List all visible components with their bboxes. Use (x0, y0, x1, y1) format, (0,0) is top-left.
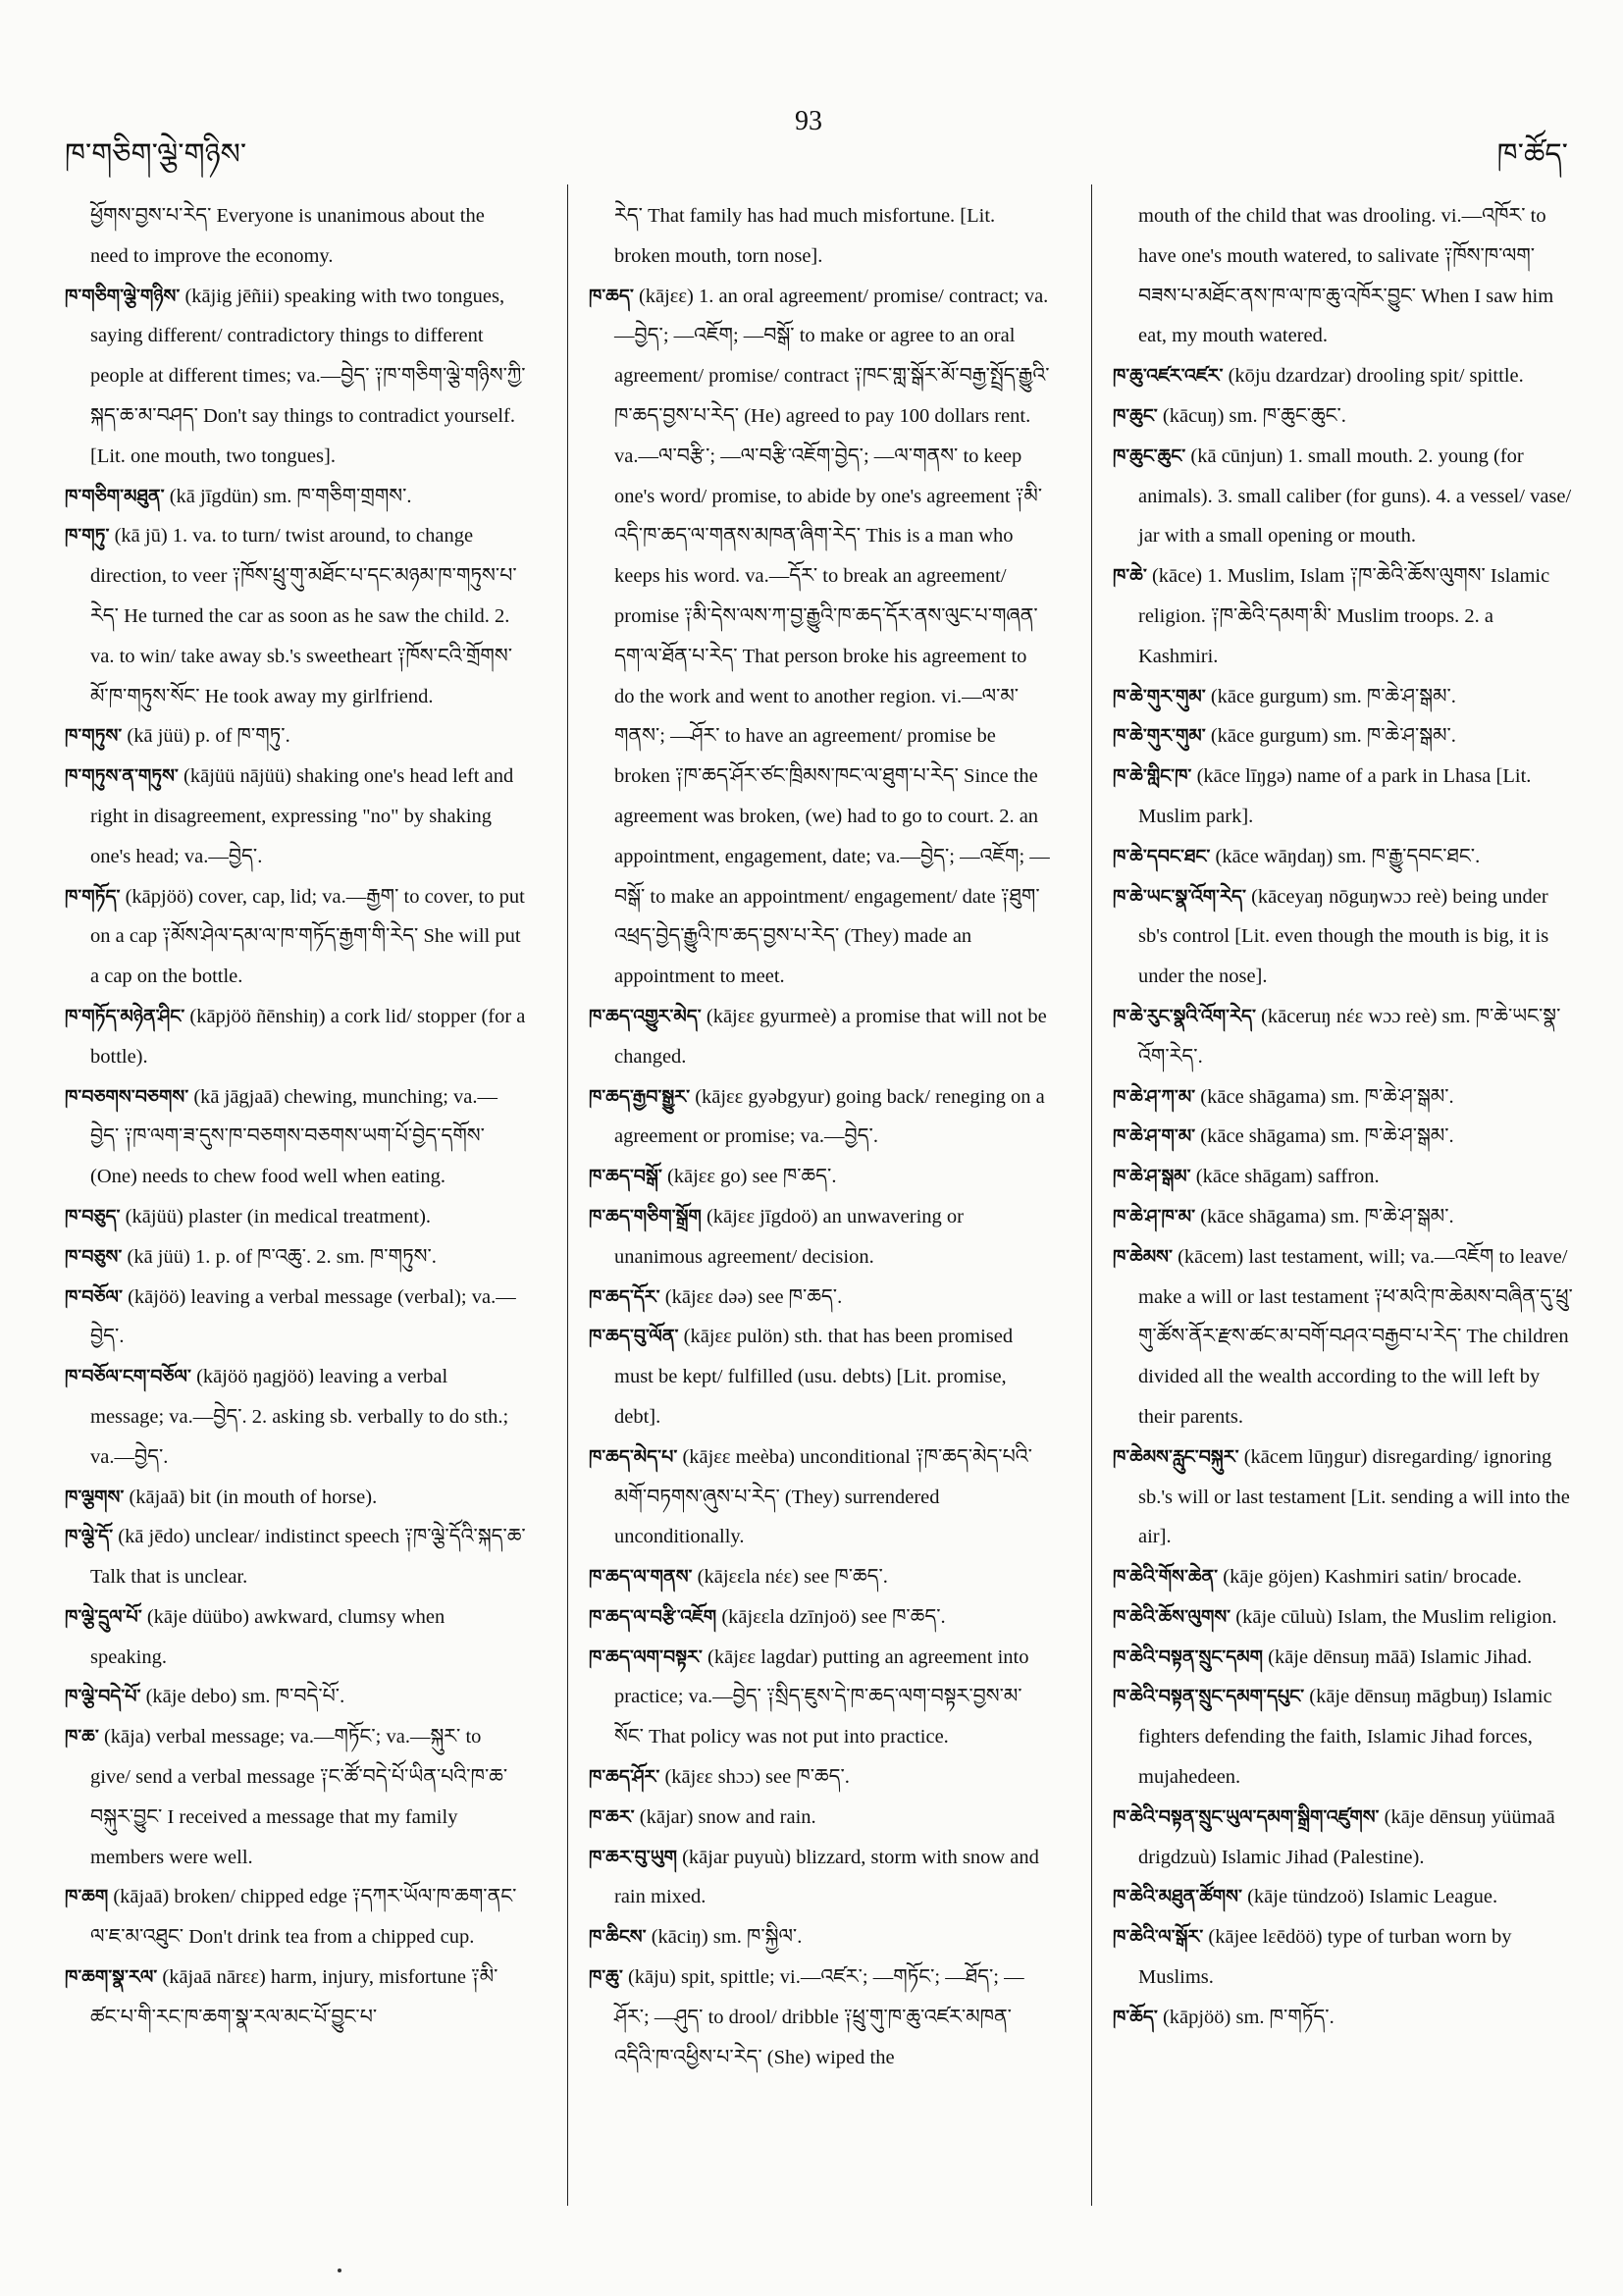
headword: ཁ་ཆད་བསྒོ་ (589, 1166, 662, 1188)
dictionary-entry (589, 1798, 1050, 1838)
dictionary-entry (1113, 1917, 1574, 1998)
definition: (kā jāgjaā) chewing, munching; va.—བྱེད་ ༑ཁ་ལག་ཟ་དུས་ཁ་བཅགས་བཅགས་ཡག་པོ་བྱེད་དགོས་ (One) needs to chew food well when eating. (90, 1085, 498, 1188)
definition: (kājεε lagdar) putting an agreement into practice; va.—བྱེད་ ༑སྲིད་ཇུས་དེ་ཁ་ཆད་ལག་བསྟར་བྱས་མ་སོང་ That policy was not put into practice. (614, 1645, 1029, 1748)
definition: (kāje düübo) awkward, clumsy when speaking. (90, 1605, 445, 1668)
headword: ཁ་ཆད་འགྱུར་མེད་ (589, 1005, 702, 1027)
dictionary-entry (1113, 1677, 1574, 1797)
headword: ཁ་ཆེ་གུར་གུམ་ (1113, 685, 1206, 707)
entry-continuation (1113, 196, 1574, 356)
headword: ཁ་བཅུད་ (65, 1205, 121, 1227)
dictionary-entry (589, 1957, 1050, 2077)
dictionary-entry (589, 1557, 1050, 1597)
dictionary-entry (1113, 1077, 1574, 1118)
dictionary-entry (1113, 716, 1574, 757)
dictionary-entry (65, 1357, 526, 1477)
dictionary-entry (65, 477, 526, 517)
definition: (kāceyaŋ nōguŋwɔɔ reè) being under sb's control [Lit. even though the mouth is big, it is under the nose]. (1138, 885, 1549, 988)
definition: (kājεε pulön) sth. that has been promised must be kept/ fulfilled (usu. debts) [Lit. promise, debt]. (614, 1326, 1014, 1428)
dictionary-entry (1113, 877, 1574, 997)
dictionary-entry (589, 1638, 1050, 1757)
headword: ཁ་ཆེ་ཤ་ཁ་མ་ (1113, 1205, 1196, 1227)
definition: (kājüü nājüü) shaking one's head left and right in disagreement, expressing "no" by shaking one's head; va.—བྱེད་. (90, 765, 514, 867)
headword: ཁ་ཆད་ལ་གནས་ (589, 1566, 693, 1589)
headword: ཁ་ཆེ་ཡང་སྣ་འོག་རེད་ (1113, 885, 1246, 908)
dictionary-entry (65, 1957, 526, 2038)
definition: (kācuŋ) sm. ཁ་ཆུང་ཆུང་. (1157, 404, 1346, 427)
dictionary-entry (589, 1757, 1050, 1798)
headword: ཁ་ཆར་ (589, 1805, 635, 1828)
definition: (kājaā) broken/ chipped edge ༑དཀར་ཡོལ་ཁ་ཆག་ནང་ལ་ཇ་མ་འཐུང་ Don't drink tea from a chipped cup. (90, 1886, 517, 1949)
definition: (kājee lεēdöö) type of turban worn by Muslims. (1138, 1926, 1512, 1989)
running-head-right: ཁ་ཚོད་ (1496, 137, 1568, 172)
headword: ཁ་ཆོད་ (1113, 2006, 1158, 2028)
definition: ཕྱོགས་བྱས་པ་རེད་ Everyone is unanimous about the need to improve the economy. (90, 205, 485, 267)
dictionary-entry (65, 757, 526, 876)
definition: (kājöö) leaving a verbal message (verbal); va.—བྱེད་. (90, 1285, 516, 1348)
definition: (kājöö ŋagjöö) leaving a verbal message; va.—བྱེད་. 2. asking sb. verbally to do sth.; va.—བྱེད་. (90, 1366, 509, 1468)
definition: (kāciŋ) sm. ཁ་སྐྱིལ་. (646, 1926, 803, 1949)
dictionary-entry (589, 277, 1050, 997)
headword: ཁ་ཆད་གཅིག་སྒྲོག (589, 1205, 702, 1227)
dictionary-entry (65, 516, 526, 716)
definition: (kājεε gyəbgyur) going back/ reneging on a agreement or promise; va.—བྱེད་. (614, 1085, 1045, 1148)
headword: ཁ་ཆེའི་བསྟན་སྲུང་ཡུལ་དམག་སྒྲིག་འཛུགས་ (1113, 1805, 1380, 1828)
dictionary-entry (1113, 1877, 1574, 1917)
definition: (kāce līŋgə) name of a park in Lhasa [Lit. Muslim park]. (1138, 765, 1532, 827)
headword: ཁ་ཆག་སྣ་རལ་ (65, 1966, 158, 1989)
definition: (kājεε dəə) see ཁ་ཆད་. (659, 1285, 843, 1308)
definition: (kā jū) 1. va. to turn/ twist around, to change direction, to veer ༑ཁོས་ཕྲུ་གུ་མཐོང་པ་དང་མཉམ་ཁ་གཏུས་པ་རེད་ He turned the car as soon as he saw the child. 2. va. to win/ take away sb.'s sweetheart ༑ཁོས་ངའི་གྲོགས་མོ་ཁ་གཏུས་སོང་ He took away my girlfriend. (90, 525, 517, 707)
definition: (kāja) verbal message; va.—གཏོང་; va.—སྐུར་ to give/ send a verbal message ༑ང་ཚོ་བདེ་པོ་ཡིན་པའི་ཁ་ཆ་བསྐུར་བྱུང་ I received a message that my family members were well. (90, 1726, 508, 1868)
headword: ཁ་ཆུང་ཆུང་ (1113, 444, 1186, 467)
definition: (kāce shāgama) sm. ཁ་ཆེ་ཤ་སྒམ་. (1195, 1085, 1454, 1108)
headword: ཁ་ཆད་ལག་བསྟར་ (589, 1645, 703, 1668)
dictionary-entry (1113, 437, 1574, 556)
dictionary-entry (1113, 1638, 1574, 1678)
headword: ཁ་ཆུ་ (589, 1966, 623, 1989)
dictionary-entry (1113, 356, 1574, 396)
headword: ཁ་ཆེ་རུང་སྣའི་འོག་རེད་ (1113, 1005, 1256, 1027)
definition: (kājüü) plaster (in medical treatment). (120, 1205, 432, 1227)
dictionary-entry (1113, 1437, 1574, 1557)
definition: (kā jüü) p. of ཁ་གཏུ་. (122, 725, 290, 748)
dictionary-entry (589, 1838, 1050, 1918)
dictionary-entry (65, 1197, 526, 1237)
definition: (kājaā nārεε) harm, injury, misfortune ༑མི་ཚང་པ་གི་རང་ཁ་ཆག་སྣ་རལ་མང་པོ་བྱུང་པ་ (90, 1966, 498, 2028)
dictionary-entry (65, 1517, 526, 1597)
dictionary-entry (1113, 757, 1574, 837)
headword: ཁ་བཅགས་བཅགས་ (65, 1085, 189, 1108)
headword: ཁ་ཆེམས་ (1113, 1245, 1173, 1268)
headword: ཁ་ཆེའི་བསྟན་སྲུང་དམག་དཔུང་ (1113, 1686, 1305, 1708)
dictionary-entry (589, 997, 1050, 1077)
dictionary-entry (65, 1717, 526, 1877)
definition: (kāje dēnsuŋ yüümaā drigdzuù) Islamic Jihad (Palestine). (1138, 1805, 1555, 1868)
headword: ཁ་ཆེ་གུར་གུམ་ (1113, 725, 1206, 748)
dictionary-entry (65, 1877, 526, 1957)
headword: ཁ་ལྕགས་ (65, 1486, 125, 1508)
dictionary-entry (589, 1278, 1050, 1318)
definition: (kā jēdo) unclear/ indistinct speech ༑ཁ་ལྕེ་དོའི་སྐད་ཆ་ Talk that is unclear. (90, 1526, 526, 1589)
definition: (kāpjöö ñēnshiŋ) a cork lid/ stopper (for a bottle). (90, 1005, 526, 1068)
definition: (kājεε go) see ཁ་ཆད་. (661, 1166, 837, 1188)
headword: ཁ་ཆད་རྒྱབ་སྒྱུར་ (589, 1085, 691, 1108)
headword: ཁ་གཏུས་ (65, 725, 123, 748)
headword: ཁ་ཆ་ (65, 1726, 99, 1748)
dictionary-entry (1113, 997, 1574, 1077)
headword: ཁ་གཏུ་ (65, 525, 110, 548)
headword: ཁ་ཆད་ལ་བརྩི་འཇོག (589, 1605, 717, 1628)
definition: (kāce shāgama) sm. ཁ་ཆེ་ཤ་སྒམ་. (1195, 1205, 1454, 1227)
dictionary-entry (1113, 1237, 1574, 1437)
column-2 (589, 196, 1050, 2198)
definition: (kā jīgdün) sm. ཁ་གཅིག་གྲགས་. (164, 485, 412, 507)
headword: ཁ་ཆུང་ (1113, 404, 1158, 427)
definition: (kāje tündzoö) Islamic League. (1241, 1886, 1498, 1908)
dictionary-entry (65, 1597, 526, 1678)
headword: ཁ་གཏོད་ (65, 885, 121, 908)
headword: ཁ་ཆེ་ (1113, 565, 1147, 588)
headword: ཁ་ལྕེ་དོ་ (65, 1526, 114, 1548)
dictionary-entry (65, 1677, 526, 1717)
column-divider (567, 184, 568, 2206)
headword: ཁ་བཅོལ་ངག་བཅོལ་ (65, 1366, 191, 1388)
headword: ཁ་ཆེ་ཤ་སྒམ་ (1113, 1166, 1191, 1188)
dictionary-entry (1113, 396, 1574, 437)
definition: (kāpjöö) cover, cap, lid; va.—རྒྱག་ to cover, to put on a cap ༑མོས་ཤེལ་དམ་ལ་ཁ་གཏོད་རྒྱག་གི་རེད་ She will put a cap on the bottle. (90, 885, 525, 988)
dictionary-entry (65, 1478, 526, 1518)
dictionary-entry (1113, 1798, 1574, 1878)
dictionary-entry (65, 277, 526, 477)
column-divider (1091, 184, 1092, 2206)
headword: ཁ་ཆད་མེད་པ་ (589, 1445, 678, 1468)
headword: ཁ་ཆད་ (589, 285, 634, 307)
definition: (kācem lūŋgur) disregarding/ ignoring sb.'s will or last testament [Lit. sending a will into the air]. (1138, 1445, 1570, 1548)
headword: ཁ་གཅིག་མཐུན་ (65, 485, 165, 507)
headword: ཁ་ཆེ་དབང་ཐང་ (1113, 845, 1211, 867)
dictionary-entry (65, 1278, 526, 1358)
definition: (kāje dēnsuŋ māā) Islamic Jihad. (1263, 1645, 1533, 1668)
definition: (kājεε meèba) unconditional ༑ཁ་ཆད་མེད་པའི་མགོ་བཏགས་ཞུས་པ་རེད་ (They) surrendered unconditionally. (614, 1445, 1032, 1548)
dictionary-entry (1113, 837, 1574, 877)
definition: (kōju dzardzar) drooling spit/ spittle. (1223, 365, 1524, 388)
headword: ཁ་བཅུས་ (65, 1245, 123, 1268)
headword: ཁ་ཆད་དོར་ (589, 1285, 660, 1308)
headword: ཁ་ཆར་བུ་ཡུག (589, 1846, 677, 1868)
dictionary-entry (65, 877, 526, 997)
headword: ཁ་ཆེའི་ལ་སྒོར་ (1113, 1926, 1204, 1949)
definition: (kājεεla dzīnjoö) see ཁ་ཆད་. (716, 1605, 946, 1628)
running-head-left: ཁ་གཅིག་ལྕེ་གཉིས་ (65, 137, 247, 172)
dictionary-entry (1113, 1197, 1574, 1237)
definition: (kāce) 1. Muslim, Islam ༑ཁ་ཆེའི་ཆོས་ལུགས་ Islamic religion. ༑ཁ་ཆེའི་དམག་མི་ Muslim troops. 2. a Kashmiri. (1138, 565, 1550, 667)
headword: ཁ་ཆད་བུ་ལོན་ (589, 1326, 679, 1348)
definition: (kāce shāgama) sm. ཁ་ཆེ་ཤ་སྒམ་. (1195, 1125, 1454, 1148)
headword: ཁ་ཆེའི་ཆོས་ལུགས་ (1113, 1605, 1231, 1628)
definition: (kājεε jīgdoö) an unwavering or unanimous agreement/ decision. (614, 1205, 964, 1268)
headword: ཁ་ཆེ་གླིང་ཁ་ (1113, 765, 1192, 788)
headword: ཁ་ཆེའི་མཐུན་ཚོགས་ (1113, 1886, 1242, 1908)
definition: (kājar puyuù) blizzard, storm with snow and rain mixed. (614, 1846, 1039, 1908)
definition: (kāju) spit, spittle; vi.—འཛར་; —གཏོང་; —ཐོད་; —ཤོར་; —ཤུད་ to drool/ dribble ༑ཕྲུ་གུ་ཁ་ཆུ་འཛར་མཁན་འདིའི་ཁ་འཕྱིས་པ་རེད་ (She) wiped the (614, 1966, 1024, 2068)
definition: (kājεε) 1. an oral agreement/ promise/ contract; va.—བྱེད་; —འཇོག; —བསྒོ་ to make or agree to an oral agreement/ promise/ contract ༑ཁང་གླ་སྒོར་མོ་བརྒྱ་སྤྲོད་རྒྱུའི་ཁ་ཆད་བྱས་པ་རེད་ (He) agreed to pay 100 dollars rent. va.—ལ་བརྩི་; —ལ་བརྩི་འཇོག་བྱེད་; —ལ་གནས་ to keep one's word/ promise, to abide by one's agreement ༑མི་འདི་ཁ་ཆད་ལ་གནས་མཁན་ཞིག་རེད་ This is a man who keeps his word. va.—དོར་ to break an agreement/ promise ༑མི་དེས་ལས་ཀ་བྱ་རྒྱུའི་ཁ་ཆད་དོར་ནས་ལུང་པ་གཞན་དག་ལ་ཐོན་པ་རེད་ That person broke his agreement to do the work and went to another region. vi.—ལ་མ་གནས་; —ཤོར་ to have an agreement/ promise be broken ༑ཁ་ཆད་ཤོར་ཙང་ཁྲིམས་ཁང་ལ་ཐུག་པ་རེད་ Since the agreement was broken, (we) had to go to court. 2. an appointment, engagement, date; va.—བྱེད་; —འཇོག; —བསྒོ་ to make an appointment/ engagement/ date ༑ཐུག་འཕྲད་བྱེད་རྒྱུའི་ཁ་ཆད་བྱས་པ་རེད་ (They) made an appointment to meet. (614, 285, 1050, 988)
definition: (kājεεla nέε) see ཁ་ཆད་. (692, 1566, 888, 1589)
dictionary-entry (65, 997, 526, 1077)
headword: ཁ་ཆུ་འཛར་འཛར་ (1113, 365, 1224, 388)
headword: ཁ་ཆིངས་ (589, 1926, 647, 1949)
entry-continuation (589, 196, 1050, 277)
dictionary-entry (1113, 677, 1574, 717)
definition: (kāje dēnsuŋ māgbuŋ) Islamic fighters defending the faith, Islamic Jihad forces, mujahedeen. (1138, 1686, 1552, 1789)
column-1 (65, 196, 526, 2198)
dictionary-entry (589, 1157, 1050, 1197)
definition: (kājεε gyurmeè) a promise that will not be changed. (614, 1005, 1047, 1068)
dictionary-entry (65, 716, 526, 757)
headword: ཁ་ཆེའི་བསྟན་སྲུང་དམག (1113, 1645, 1263, 1668)
definition: (kāce wāŋdaŋ) sm. ཁ་རྒྱུ་དབང་ཐང་. (1210, 845, 1481, 867)
definition: (kājar) snow and rain. (634, 1805, 816, 1828)
dictionary-entry (589, 1077, 1050, 1158)
headword: ཁ་ཆེ་ཤ་ཀ་མ་ (1113, 1085, 1196, 1108)
dictionary-entry (1113, 1117, 1574, 1157)
entry-continuation (65, 196, 526, 277)
dictionary-entry (1113, 1157, 1574, 1197)
definition: (kājεε shɔɔ) see ཁ་ཆད་. (659, 1766, 850, 1789)
dictionary-entry (589, 1437, 1050, 1557)
headword: ཁ་ལྕེ་བདེ་པོ་ (65, 1686, 141, 1708)
definition: (kāce shāgam) saffron. (1190, 1166, 1380, 1188)
headword: ཁ་ཆེ་ཤ་ག་མ་ (1113, 1125, 1196, 1148)
page-number: 93 (795, 106, 822, 136)
definition: (kājig jēñii) speaking with two tongues, saying different/ contradictory things to different people at different times; va.—བྱེད་ ༑ཁ་གཅིག་ལྕེ་གཉིས་ཀྱི་སྐད་ཆ་མ་བཤད་ Don't say things to contradict yourself. [Lit. one mouth, two tongues]. (90, 285, 526, 467)
dictionary-entry (589, 1597, 1050, 1638)
headword: ཁ་ཆེའི་གོས་ཆེན་ (1113, 1566, 1219, 1589)
dictionary-entry (1113, 1998, 1574, 2038)
definition: (kāceruŋ nέε wɔɔ reè) sm. ཁ་ཆེ་ཡང་སྣ་འོག་རེད་. (1138, 1005, 1561, 1068)
definition: (kāje debo) sm. ཁ་བདེ་པོ་. (140, 1686, 345, 1708)
headword: ཁ་གཅིག་ལྕེ་གཉིས་ (65, 285, 181, 307)
definition: (kāpjöö) sm. ཁ་གཏོད་. (1157, 2006, 1335, 2028)
dictionary-entry (65, 1077, 526, 1197)
headword: ཁ་ལྕེ་དྲུལ་པོ་ (65, 1605, 142, 1628)
dictionary-entry (1113, 1557, 1574, 1597)
headword: ཁ་གཏོད་མཉེན་ཤིང་ (65, 1005, 185, 1027)
column-3 (1113, 196, 1574, 2198)
dictionary-entry (65, 1237, 526, 1278)
definition: mouth of the child that was drooling. vi.—འཁོར་ to have one's mouth watered, to salivate ༑ཁོས་ཁ་ལག་བཟས་པ་མཐོང་ནས་ཁ་ལ་ཁ་ཆུ་འཁོར་བྱུང་ When I saw him eat, my mouth watered. (1138, 205, 1554, 347)
definition: རེད་ That family has had much misfortune. [Lit. broken mouth, torn nose]. (614, 205, 996, 267)
definition: (kāje cūluù) Islam, the Muslim religion. (1230, 1605, 1557, 1628)
dictionary-entry (589, 1197, 1050, 1278)
print-dot (338, 2269, 341, 2272)
dictionary-entry (1113, 1597, 1574, 1638)
definition: (kāje göjen) Kashmiri satin/ brocade. (1218, 1566, 1522, 1589)
dictionary-entry (589, 1317, 1050, 1436)
dictionary-entry (1113, 556, 1574, 676)
headword: ཁ་གཏུས་ན་གཏུས་ (65, 765, 179, 788)
definition: (kācem) last testament, will; va.—འཇོག to leave/ make a will or last testament ༑ཕ་མའི་ཁ་ཆེམས་བཞིན་དུ་ཕྲུ་གུ་ཚོས་ནོར་རྫས་ཚང་མ་བགོ་བཤའ་བརྒྱབ་པ་རེད་ The children divided all the wealth according to the will left by their parents. (1138, 1245, 1573, 1428)
definition: (kā cūnjun) 1. small mouth. 2. young (for animals). 3. small caliber (for guns). 4. a vessel/ vase/ jar with a small opening or mouth. (1138, 444, 1572, 548)
headword: ཁ་ཆེམས་རླུང་བསྐུར་ (1113, 1445, 1239, 1468)
definition: (kājaā) bit (in mouth of horse). (124, 1486, 378, 1508)
headword: ཁ་ཆག (65, 1886, 109, 1908)
headword: ཁ་ཆད་ཤོར་ (589, 1766, 660, 1789)
definition: (kā jüü) 1. p. of ཁ་འཆུ་. 2. sm. ཁ་གཏུས་. (122, 1245, 437, 1268)
dictionary-entry (589, 1917, 1050, 1957)
definition: (kāce gurgum) sm. ཁ་ཆེ་ཤ་སྒམ་. (1205, 685, 1456, 707)
definition: (kāce gurgum) sm. ཁ་ཆེ་ཤ་སྒམ་. (1205, 725, 1456, 748)
headword: ཁ་བཅོལ་ (65, 1285, 123, 1308)
